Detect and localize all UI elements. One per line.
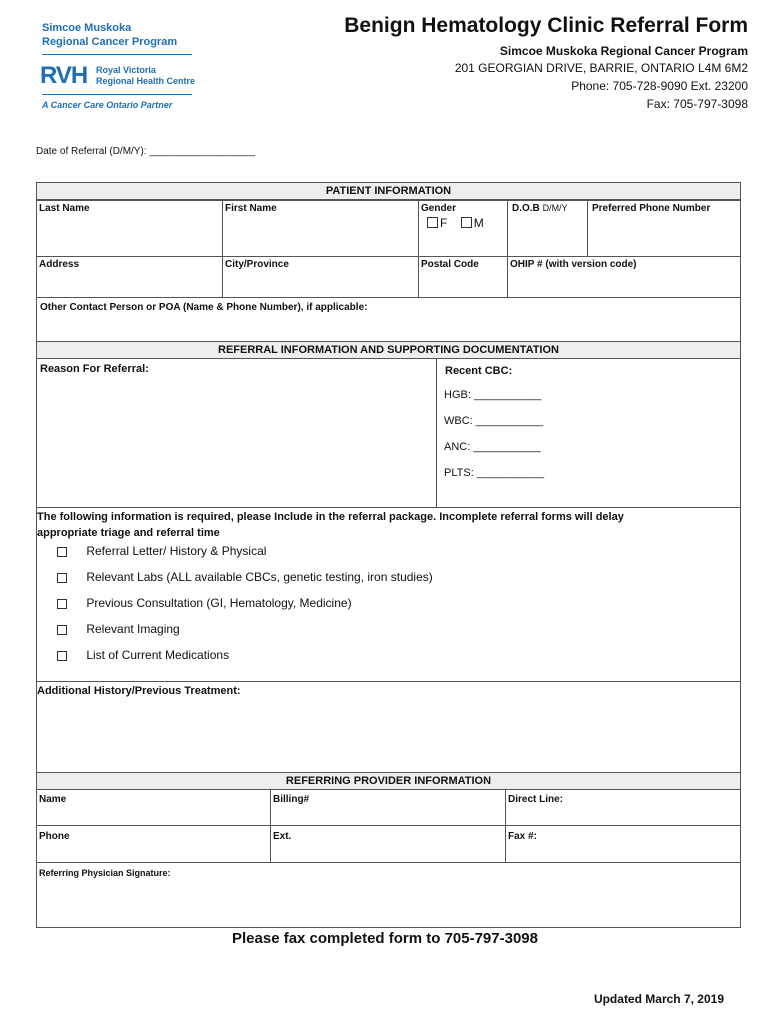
provider-ext-label: Ext. <box>273 831 292 842</box>
referral-info-header: REFERRAL INFORMATION AND SUPPORTING DOCUMENTATION <box>36 341 741 359</box>
gender-label: Gender <box>421 203 457 214</box>
updated-date: Updated March 7, 2019 <box>593 992 724 1006</box>
city-province-field[interactable] <box>222 256 419 298</box>
provider-name-field[interactable] <box>36 789 271 826</box>
last-name-label: Last Name <box>39 203 90 214</box>
anc-field[interactable]: ANC: ___________ <box>444 441 541 453</box>
logo-divider-2 <box>42 94 192 95</box>
provider-name-label: Name <box>39 794 67 805</box>
checklist-item-label: Referral Letter/ History & Physical <box>86 544 267 558</box>
direct-line-label: Direct Line: <box>508 794 564 805</box>
checklist-item <box>57 622 180 636</box>
city-province-label: City/Province <box>225 259 289 270</box>
provider-phone-label: Phone <box>39 831 70 842</box>
gender-male-checkbox[interactable] <box>461 217 472 228</box>
date-of-referral-field[interactable]: Date of Referral (D/M/Y): ___________________ <box>36 146 256 157</box>
logo-rvh-name-1: Royal Victoria <box>96 65 156 75</box>
logo-tagline: A Cancer Care Ontario Partner <box>42 100 173 110</box>
checklist-item-label: Previous Consultation (GI, Hematology, Medicine) <box>86 596 352 610</box>
logo-rvh-name-2: Regional Health Centre <box>96 76 196 86</box>
clinic-phone: Phone: 705-728-9090 Ext. 23200 <box>571 79 748 93</box>
clinic-address: 201 GEORGIAN DRIVE, BARRIE, ONTARIO L4M 6M2 <box>454 61 748 75</box>
billing-number-label: Billing# <box>273 794 310 805</box>
additional-history-field[interactable] <box>36 681 741 773</box>
dob-field[interactable] <box>507 200 588 257</box>
provider-info-header: REFERRING PROVIDER INFORMATION <box>36 772 741 790</box>
postal-code-label: Postal Code <box>421 259 479 270</box>
checklist-item <box>57 570 433 584</box>
gender-male-label: M <box>473 216 484 230</box>
gender-female-label: F <box>440 216 448 230</box>
provider-phone-field[interactable] <box>36 825 271 863</box>
dob-format-hint: D/M/Y <box>542 203 568 213</box>
form-title: Benign Hematology Clinic Referral Form <box>344 14 748 37</box>
checklist-item-label: Relevant Imaging <box>86 622 180 636</box>
postal-code-field[interactable] <box>418 256 508 298</box>
first-name-label: First Name <box>225 203 277 214</box>
logo-text-line2: Regional Cancer Program <box>42 36 178 48</box>
dob-label: D.O.B <box>512 203 540 214</box>
patient-info-header: PATIENT INFORMATION <box>36 182 741 200</box>
wbc-field[interactable]: WBC: ___________ <box>444 415 544 427</box>
ohip-field[interactable] <box>507 256 741 298</box>
physician-signature-field[interactable] <box>36 862 741 928</box>
gender-female-checkbox[interactable] <box>427 217 438 228</box>
logo-text-line1: Simcoe Muskoka <box>42 22 132 34</box>
rvh-logo <box>30 12 206 120</box>
fax-instruction: Please fax completed form to 705-797-3098 <box>232 930 538 947</box>
direct-line-field[interactable] <box>505 789 741 826</box>
checklist-item <box>57 544 266 558</box>
program-name: Simcoe Muskoka Regional Cancer Program <box>499 44 748 58</box>
preferred-phone-label: Preferred Phone Number <box>592 203 711 214</box>
gender-field <box>418 200 508 257</box>
first-name-field[interactable] <box>222 200 419 257</box>
checklist-checkbox[interactable] <box>57 573 67 583</box>
ohip-label: OHIP # (with version code) <box>510 259 637 270</box>
additional-history-label: Additional History/Previous Treatment: <box>37 685 241 697</box>
last-name-field[interactable] <box>36 200 223 257</box>
checklist-item <box>57 596 352 610</box>
other-contact-label: Other Contact Person or POA (Name & Phone Number), if applicable: <box>40 302 368 313</box>
address-field[interactable] <box>36 256 223 298</box>
logo-divider <box>42 54 192 55</box>
recent-cbc-box <box>436 358 741 508</box>
billing-number-field[interactable] <box>270 789 506 826</box>
required-documents-box <box>36 507 741 682</box>
address-label: Address <box>39 259 80 270</box>
logo-rvh-letters: RVH <box>40 62 88 89</box>
checklist-checkbox[interactable] <box>57 599 67 609</box>
checklist-checkbox[interactable] <box>57 625 67 635</box>
checklist-item <box>57 648 229 662</box>
checklist-item-label: List of Current Medications <box>86 648 230 662</box>
other-contact-field[interactable] <box>36 297 741 342</box>
physician-signature-label: Referring Physician Signature: <box>39 868 171 878</box>
provider-ext-field[interactable] <box>270 825 506 863</box>
recent-cbc-label: Recent CBC: <box>445 365 513 377</box>
provider-fax-field[interactable] <box>505 825 741 863</box>
required-info-notice-line1: The following information is required, please Include in the referral package. Incomplete referral forms will delay <box>37 511 624 523</box>
checklist-checkbox[interactable] <box>57 547 67 557</box>
plts-field[interactable]: PLTS: ___________ <box>444 467 545 479</box>
required-info-notice-line2: appropriate triage and referral time <box>37 527 220 539</box>
provider-fax-label: Fax #: <box>508 831 537 842</box>
reason-for-referral-label: Reason For Referral: <box>40 363 149 375</box>
preferred-phone-field[interactable] <box>587 200 741 257</box>
hgb-field[interactable]: HGB: ___________ <box>444 389 542 401</box>
checklist-item-label: Relevant Labs (ALL available CBCs, genetic testing, iron studies) <box>86 570 433 584</box>
checklist-checkbox[interactable] <box>57 651 67 661</box>
clinic-fax: Fax: 705-797-3098 <box>646 97 748 109</box>
reason-for-referral-field[interactable] <box>36 358 437 508</box>
